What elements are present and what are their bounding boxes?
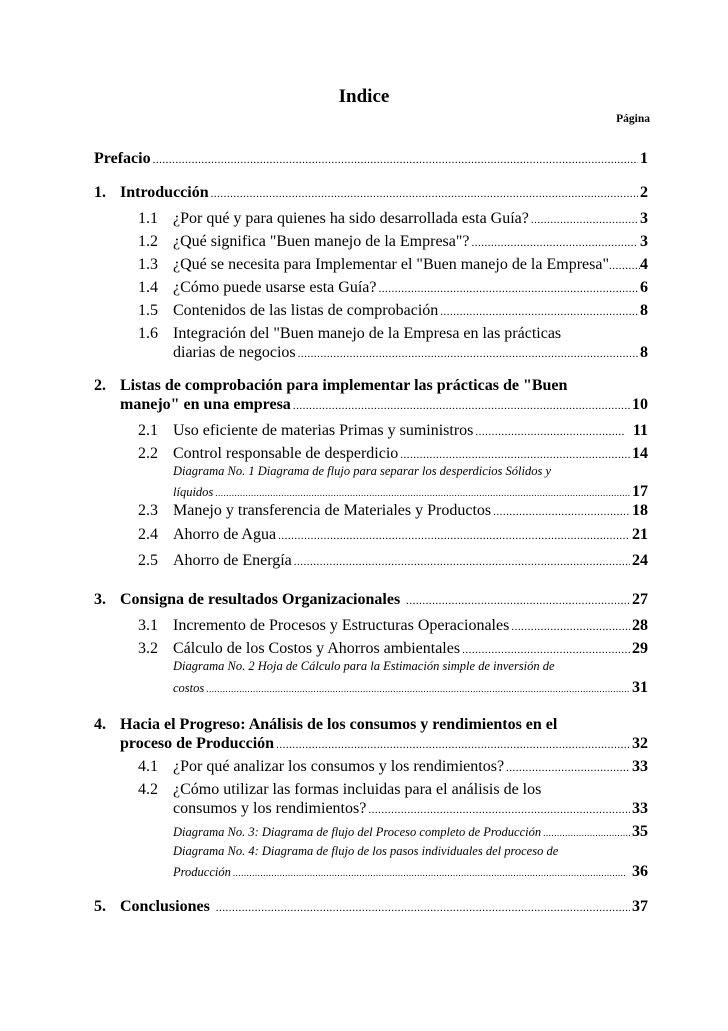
leader-dots	[298, 349, 638, 360]
toc-entry-4-2-line2[interactable]	[173, 801, 648, 817]
toc-entry-number: 1.3	[138, 256, 158, 273]
toc-entry-text: Producción	[173, 865, 231, 879]
page-title: Indice	[338, 86, 390, 107]
leader-dots	[440, 307, 638, 318]
toc-entry-text: ¿Por qué y para quienes ha sido desarrollada esta Guía?	[173, 210, 529, 227]
toc-entry-text: Consigna de resultados Organizacionales	[120, 591, 401, 608]
toc-entry-number: 3.2	[138, 640, 158, 657]
toc-entry-page: 10	[632, 396, 648, 413]
toc-entry-3-1[interactable]	[138, 618, 648, 634]
toc-entry-page: 14	[632, 445, 648, 462]
toc-entry-3-2[interactable]	[138, 641, 648, 657]
toc-entry-text: Diagrama No. 4: Diagrama de flujo de los pasos individuales del proceso de	[173, 844, 559, 858]
leader-dots	[506, 763, 630, 774]
toc-entry-page: 11	[632, 422, 648, 439]
toc-entry-text: Manejo y transferencia de Materiales y Productos	[173, 502, 492, 519]
toc-diagram-3[interactable]	[173, 824, 648, 840]
toc-entry-text: Diagrama No. 1 Diagrama de flujo para separar los desperdicios Sólidos y	[173, 464, 552, 478]
toc-entry-2-line1[interactable]	[94, 378, 567, 394]
toc-entry-number: 1.6	[138, 325, 158, 342]
toc-entry-4-line2[interactable]	[120, 736, 648, 752]
leader-dots	[211, 189, 638, 200]
toc-entry-text: Incremento de Procesos y Estructuras Operacionales	[173, 617, 510, 634]
toc-entry-text: ¿Por qué analizar los consumos y los rendimientos?	[173, 758, 505, 775]
leader-dots	[400, 450, 630, 461]
toc-entry-text: Uso eficiente de materias Primas y suministros	[173, 422, 474, 439]
leader-dots	[368, 805, 630, 816]
toc-entry-2-3[interactable]	[138, 503, 648, 519]
toc-entry-number: 2.4	[138, 526, 158, 543]
toc-entry-page: 3	[640, 210, 648, 227]
toc-entry-page: 36	[632, 863, 648, 880]
toc-diagram-2-line1[interactable]	[173, 660, 555, 673]
leader-dots	[531, 215, 638, 226]
toc-entry-4-1[interactable]	[138, 759, 648, 775]
toc-entry-page: 3	[640, 233, 648, 250]
toc-entry-text: Cálculo de los Costos y Ahorros ambientales	[173, 640, 461, 657]
toc-entry-page: 21	[632, 526, 648, 543]
page-column-label: Página	[616, 113, 650, 125]
toc-entry-number: 5.	[94, 898, 106, 915]
leader-dots	[493, 507, 630, 518]
leader-dots	[462, 645, 630, 656]
toc-entry-number: 1.5	[138, 302, 158, 319]
toc-entry-text: Integración del "Buen manejo de la Empresa en las prácticas	[173, 325, 562, 342]
toc-diagram-1-line1[interactable]	[173, 465, 551, 478]
toc-entry-1[interactable]	[94, 185, 648, 201]
toc-entry-5[interactable]	[94, 899, 648, 915]
toc-entry-text: Prefacio	[94, 150, 151, 167]
toc-entry-text: diarias de negocios	[173, 344, 296, 361]
toc-entry-number: 3.	[94, 591, 106, 608]
leader-dots	[511, 622, 630, 633]
toc-entry-text: Control responsable de desperdicio	[173, 445, 399, 462]
toc-entry-page: 18	[632, 502, 648, 519]
toc-entry-page: 28	[632, 617, 648, 634]
toc-diagram-2-line2[interactable]	[173, 680, 648, 696]
toc-entry-number: 4.1	[138, 758, 158, 775]
toc-entry-page: 35	[632, 823, 648, 840]
toc-entry-text: manejo" en una empresa	[120, 396, 291, 413]
toc-entry-text: ¿Qué significa "Buen manejo de la Empresa"?	[173, 233, 470, 250]
toc-entry-text: costos	[173, 681, 205, 695]
toc-entry-2-4[interactable]	[138, 527, 648, 543]
toc-diagram-4-line2[interactable]	[173, 864, 648, 880]
toc-entry-number: 1.	[94, 184, 106, 201]
toc-entry-text: ¿Cómo puede usarse esta Guía?	[173, 279, 377, 296]
toc-entry-page: 29	[632, 640, 648, 657]
toc-entry-text: líquidos	[173, 485, 214, 499]
toc-entry-number: 1.2	[138, 233, 158, 250]
toc-entry-number: 1.1	[138, 210, 158, 227]
toc-entry-number: 4.2	[138, 781, 158, 798]
toc-entry-text: proceso de Producción	[120, 735, 275, 752]
toc-entry-number: 2.1	[138, 422, 158, 439]
toc-entry-page: 37	[632, 898, 648, 915]
toc-entry-page: 2	[640, 184, 648, 201]
leader-dots	[216, 903, 630, 914]
toc-entry-page: 31	[632, 679, 648, 696]
leader-dots	[294, 557, 630, 568]
toc-entry-page: 32	[632, 735, 648, 752]
toc-entry-text: Hacia el Progreso: Análisis de los consumos y rendimientos en el	[120, 716, 558, 733]
toc-entry-text: Ahorro de Agua	[173, 526, 277, 543]
toc-entry-text: Introducción	[120, 184, 209, 201]
toc-entry-number: 2.5	[138, 552, 158, 569]
toc-entry-3[interactable]	[94, 592, 648, 608]
leader-dots	[206, 685, 630, 694]
toc-entry-text: Diagrama No. 3: Diagrama de flujo del Proceso completo de Producción	[173, 825, 542, 839]
toc-entry-text: consumos y los rendimientos?	[173, 800, 367, 817]
toc-entry-number: 2.2	[138, 445, 158, 462]
toc-entry-4-line1[interactable]	[94, 717, 557, 733]
toc-entry-page: 17	[632, 483, 648, 500]
toc-entry-number: 2.	[94, 377, 106, 394]
toc-entry-text: Ahorro de Energía	[173, 552, 292, 569]
toc-entry-1-2[interactable]	[138, 234, 648, 250]
toc-entry-1-3[interactable]	[138, 257, 648, 273]
toc-entry-page: 33	[632, 758, 648, 775]
leader-dots	[543, 829, 630, 838]
leader-dots	[293, 401, 630, 412]
toc-entry-page: 8	[640, 302, 648, 319]
toc-entry-page: 27	[632, 591, 648, 608]
leader-dots	[378, 284, 638, 295]
toc-entry-1-5[interactable]	[138, 303, 648, 319]
leader-dots	[472, 238, 638, 249]
toc-entry-page: 4	[640, 256, 648, 273]
leader-dots	[215, 489, 630, 498]
toc-entry-text: ¿Qué se necesita para Implementar el "Buen manejo de la Empresa"	[173, 256, 609, 273]
toc-entry-number: 4.	[94, 716, 106, 733]
toc-diagram-4-line1[interactable]	[173, 845, 558, 858]
toc-entry-1-6-line1[interactable]	[138, 326, 561, 342]
toc-entry-4-2-line1[interactable]	[138, 782, 541, 798]
toc-entry-number: 1.4	[138, 279, 158, 296]
toc-entry-2-1[interactable]	[138, 423, 648, 439]
toc-entry-page: 24	[632, 552, 648, 569]
toc-entry-text: Contenidos de las listas de comprobación	[173, 302, 439, 319]
toc-entry-text: Listas de comprobación para implementar las prácticas de "Buen	[120, 377, 568, 394]
toc-entry-1-1[interactable]	[138, 211, 648, 227]
toc-entry-text: ¿Cómo utilizar las formas incluidas para el análisis de los	[173, 781, 542, 798]
toc-entry-page: 33	[632, 800, 648, 817]
leader-dots	[153, 155, 638, 166]
toc-entry-prefacio[interactable]	[94, 151, 648, 167]
toc-entry-2-line2[interactable]	[120, 397, 648, 413]
leader-dots	[233, 869, 626, 878]
toc-entry-2-5[interactable]	[138, 553, 648, 569]
toc-diagram-1-line2[interactable]	[173, 484, 648, 500]
leader-dots	[475, 427, 624, 438]
toc-entry-page: 1	[640, 150, 648, 167]
toc-entry-text: Diagrama No. 2 Hoja de Cálculo para la Estimación simple de inversión de	[173, 659, 555, 673]
leader-dots	[276, 740, 630, 751]
toc-entry-page: 6	[640, 279, 648, 296]
toc-entry-1-6-line2[interactable]	[173, 345, 648, 361]
toc-entry-text: Conclusiones	[120, 898, 210, 915]
toc-entry-2-2[interactable]	[138, 446, 648, 462]
leader-dots	[278, 531, 630, 542]
toc-entry-1-4[interactable]	[138, 280, 648, 296]
toc-entry-number: 2.3	[138, 502, 158, 519]
toc-entry-number: 3.1	[138, 617, 158, 634]
toc-entry-page: 8	[640, 344, 648, 361]
leader-dots	[406, 596, 630, 607]
leader-dots	[609, 261, 640, 272]
